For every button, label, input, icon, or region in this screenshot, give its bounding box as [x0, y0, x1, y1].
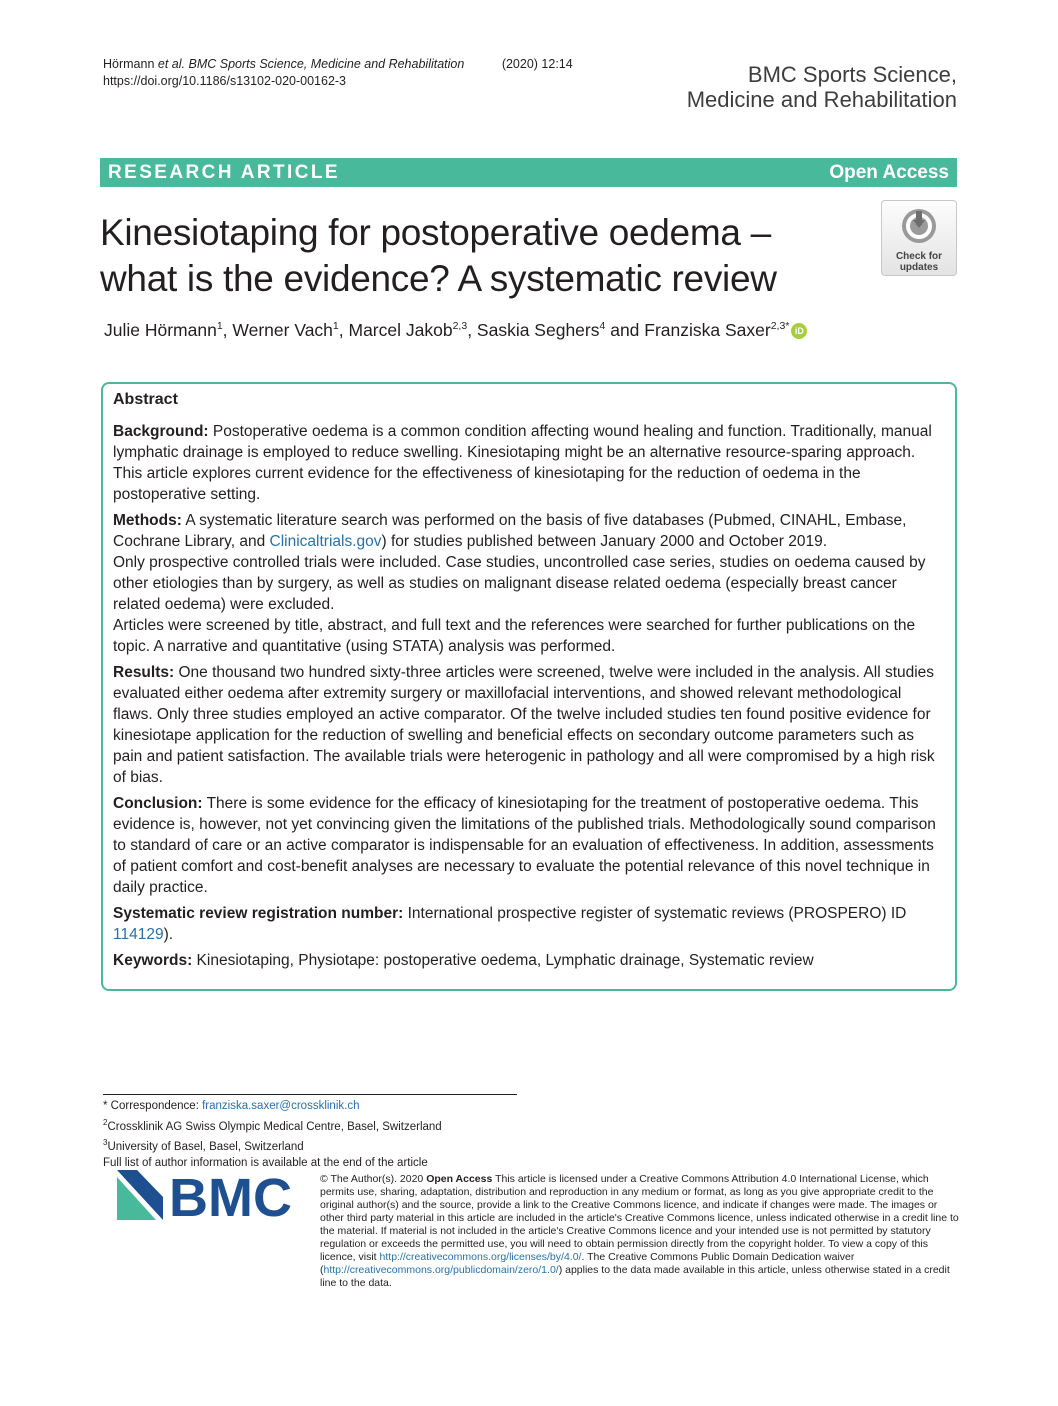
abstract-results: Results: One thousand two hundred sixty-three articles were screened, twelve were included in the analysis. All studies evaluated either oedema after extremity surgery or maxillofacial interventions, and showed relevant methodological flaws. Only three studies employed an active comparator. Of the twelve included studies ten found positive evidence for kinesiotape application for the reduction of swelling and beneficial effects on secondary outcome parameters such as pain and patient satisfaction. The available trials were heterogenic in pathology and all were compromised by a high risk of bias.	[113, 664, 935, 786]
check-for-updates-icon	[899, 206, 939, 246]
cc-by-link[interactable]: http://creativecommons.org/licenses/by/4.0/	[379, 1251, 582, 1263]
correspondence: * Correspondence: franziska.saxer@crossklinik.ch	[103, 1100, 360, 1112]
abstract-box	[101, 382, 957, 991]
author-1-affiliation: 1	[216, 320, 223, 333]
author-4[interactable]: Saskia Seghers	[476, 320, 600, 340]
doi-link[interactable]: https://doi.org/10.1186/s13102-020-00162-3	[103, 74, 347, 88]
cc-zero-link[interactable]: http://creativecommons.org/publicdomain/zero/1.0/	[323, 1264, 559, 1276]
check-for-updates-line2: updates	[899, 262, 939, 273]
bmc-logo-text: BMC	[169, 1170, 292, 1220]
abstract-methods-analysis: Articles were screened by title, abstract, and full text and the references were searched for further publications on the topic. A narrative and quantitative (using STATA) analysis was performed.	[113, 617, 916, 655]
affiliation-3: $^3$University of Basel, Basel, Switzerland	[103, 1137, 304, 1153]
author-1[interactable]: Julie Hörmann	[104, 320, 217, 340]
author-5[interactable]: Franziska Saxer	[644, 320, 771, 340]
check-for-updates-line1: Check for	[895, 251, 943, 262]
abstract-methods: Methods: A systematic literature search was performed on the basis of five databases (Pubmed, CINAHL, Embase, Cochrane Library, and Clinicaltrials.gov) for studies published between January 2000 and October 2019.	[113, 512, 907, 550]
abstract-methods-criteria: Only prospective controlled trials were included. Case studies, uncontrolled case series, studies on oedema caused by other etiologies than by surgery, as well as studies on malignant disease related oedema (especially breast cancer related oedema) were excluded.	[113, 554, 926, 613]
author-list: Julie Hörmann$^1$, Werner Vach$^1$, Marcel Jakob$^{2,3}$, Saskia Seghers$^4$ and Franziska Saxer$^{2,3*}$ iD	[104, 320, 807, 341]
journal-name-line1: BMC Sports Science,	[747, 62, 957, 87]
article-type-banner	[100, 158, 957, 187]
license-open-access: Open Access	[426, 1173, 493, 1185]
citation-etal: et al.	[154, 57, 185, 71]
check-for-updates-badge[interactable]	[881, 200, 957, 276]
abstract-background: Background: Postoperative oedema is a common condition affecting wound healing and function. Traditionally, manual lymphatic drainage is employed to reduce swelling. Kinesiotaping might be an alternative resource-sparing approach. This article explores current evidence for the effectiveness of kinesiotaping for the reduction of oedema in the postoperative setting.	[113, 423, 932, 503]
author-5-affiliation: 2,3*	[770, 320, 790, 333]
abstract-registration: Systematic review registration number: International prospective register of systematic reviews (PROSPERO) ID 114129).	[113, 905, 907, 943]
license-text: © The Author(s). 2020 Open Access This article is licensed under a Creative Commons Attribution 4.0 International License, which permits use, sharing, adaptation, distribution and reproduction in any medium or format, as long as you give appropriate credit to the original author(s) and the source, provide a link to the Creative Commons licence, and indicate if changes were made. The images or other third party material in this article are included in the article's Creative Commons licence, unless indicated otherwise in a credit line to the material. If material is not included in the article's Creative Commons licence and your intended use is not permitted by statutory regulation or exceeds the permitted use, you will need to obtain permission directly from the copyright holder. To view a copy of this licence, visit http://creativecommons.org/licenses/by/4.0/. The Creative Commons Public Domain Dedication waiver (http://creativecommons.org/publicdomain/zero/1.0/) applies to the data made available in this article, unless otherwise stated in a credit line to the data.	[320, 1173, 959, 1289]
clinicaltrials-link[interactable]: Clinicaltrials.gov	[269, 533, 382, 550]
citation-line	[103, 56, 573, 73]
author-4-affiliation: 4	[599, 320, 606, 333]
open-access-label: Open Access	[829, 161, 949, 183]
author-info-note: Full list of author information is available at the end of the article	[103, 1157, 428, 1170]
affiliation-2: $^2$Crossklinik AG Swiss Olympic Medical Centre, Basel, Switzerland	[103, 1117, 442, 1133]
article-title-line1: Kinesiotaping for postoperative oedema –	[100, 212, 771, 253]
journal-name-line2: Medicine and Rehabilitation	[686, 87, 957, 112]
footnotes	[103, 1098, 442, 1172]
author-3[interactable]: Marcel Jakob	[348, 320, 453, 340]
citation-authors: Hörmann	[103, 57, 155, 71]
correspondence-email-link[interactable]: franziska.saxer@crossklinik.ch	[202, 1100, 360, 1112]
journal-name	[687, 62, 957, 112]
author-2-affiliation: 1	[332, 320, 339, 333]
bmc-logo[interactable]	[117, 1170, 298, 1220]
author-3-affiliation: 2,3	[452, 320, 468, 333]
abstract-conclusion: Conclusion: There is some evidence for the efficacy of kinesiotaping for the treatment of postoperative oedema. This evidence is, however, not yet convincing given the limitations of the published trials. Methodologically sound comparison to standard of care or an active comparator is indispensable for an evaluation of effectiveness. In addition, assessments of patient comfort and cost-benefit analyses are necessary to evaluate the potential relevance of this novel technique in daily practice.	[113, 795, 936, 896]
article-title	[100, 210, 870, 302]
prospero-id-link[interactable]: 114129	[113, 926, 164, 943]
citation-year-volume: (2020) 12:14	[501, 57, 573, 71]
citation-journal: BMC Sports Science, Medicine and Rehabilitation	[188, 57, 465, 71]
orcid-icon[interactable]: iD	[791, 323, 807, 339]
citation-header	[103, 56, 573, 90]
article-title-line2: what is the evidence? A systematic review	[100, 258, 777, 299]
footnote-divider	[103, 1094, 517, 1095]
article-type-label: RESEARCH ARTICLE	[108, 161, 340, 183]
abstract-keywords: Keywords: Kinesiotaping, Physiotape: postoperative oedema, Lymphatic drainage, Systematic review	[113, 952, 814, 969]
author-2[interactable]: Werner Vach	[232, 320, 333, 340]
abstract-heading: Abstract	[113, 391, 178, 408]
